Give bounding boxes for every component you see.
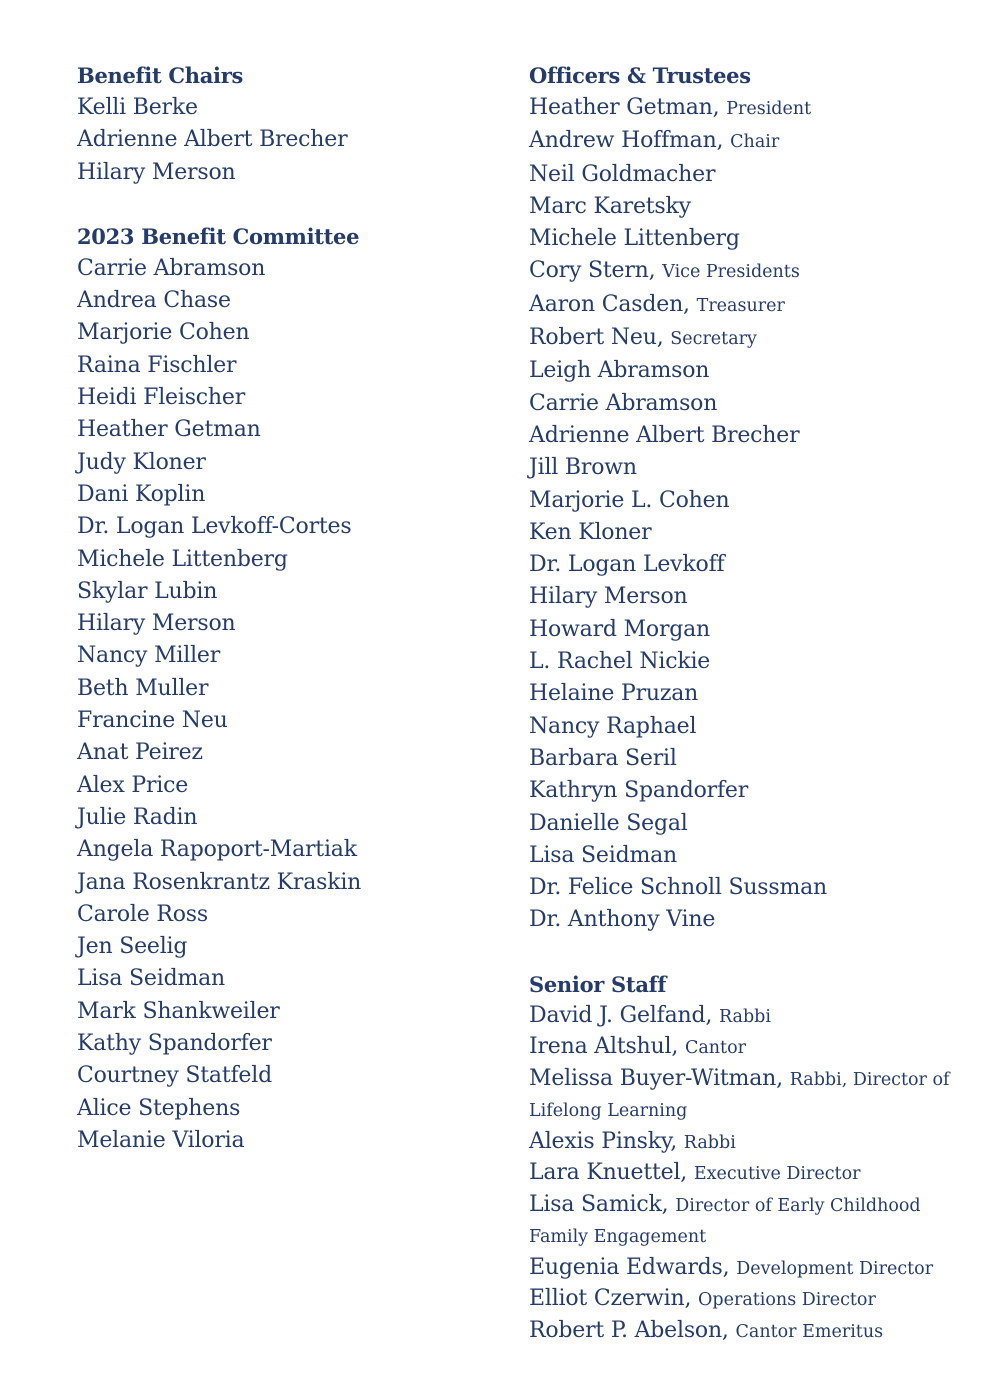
- list-item: Marjorie Cohen: [77, 320, 250, 346]
- person-name: Heather Getman,: [529, 95, 720, 120]
- officers-trustees-section: [529, 60, 969, 937]
- person-role: President: [726, 99, 812, 119]
- list-item: Michele Littenberg: [77, 546, 288, 572]
- person-name: Dr. Felice Schnoll Sussman: [529, 875, 828, 901]
- list-item: [529, 388, 969, 420]
- officers-trustees-list: [529, 92, 969, 937]
- person-name: Michele Littenberg: [529, 226, 740, 252]
- person-name: Helaine Pruzan: [529, 681, 699, 707]
- list-item: Lisa Seidman: [77, 966, 226, 992]
- list-item: [529, 1253, 969, 1285]
- person-name: Danielle Segal: [529, 810, 688, 836]
- list-item: [529, 452, 969, 484]
- left-column: [77, 60, 497, 1189]
- list-item: Nancy Miller: [77, 643, 221, 669]
- list-item: Jana Rosenkrantz Kraskin: [77, 869, 362, 895]
- benefit-committee-list: [77, 253, 497, 1157]
- list-item: Julie Radin: [77, 804, 198, 830]
- person-name: Nancy Raphael: [529, 713, 697, 739]
- list-item: [529, 289, 969, 322]
- person-role: Cantor: [684, 1038, 746, 1059]
- list-item: Dr. Logan Levkoff-Cortes: [77, 514, 352, 540]
- person-name: Robert Neu,: [529, 325, 664, 351]
- person-name: Robert P. Abelson,: [529, 1317, 729, 1343]
- person-name: Neil Goldmacher: [529, 161, 716, 187]
- list-item: Melanie Viloria: [77, 1127, 245, 1153]
- list-item: [529, 191, 969, 223]
- list-item: [529, 1190, 969, 1253]
- list-item: Angela Rapoport-Martiak: [77, 837, 357, 863]
- person-role: Secretary: [670, 329, 757, 350]
- list-item: Hilary Merson: [77, 611, 236, 637]
- list-item: [529, 420, 969, 452]
- list-item: Andrea Chase: [77, 288, 231, 314]
- list-item: [529, 1032, 969, 1064]
- list-item: [529, 581, 969, 613]
- right-column: [529, 60, 969, 1379]
- list-item: [529, 92, 969, 125]
- list-item: [529, 904, 969, 936]
- list-item: [529, 355, 969, 387]
- list-item: [529, 840, 969, 872]
- list-item: Kathy Spandorfer: [77, 1031, 272, 1057]
- person-name: Leigh Abramson: [529, 358, 710, 384]
- person-name: Jill Brown: [529, 455, 637, 481]
- person-name: Eugenia Edwards,: [529, 1254, 730, 1280]
- list-item: [529, 1127, 969, 1159]
- list-item: [529, 1158, 969, 1190]
- benefit-committee-section: [77, 221, 497, 1157]
- person-name: Lisa Seidman: [529, 842, 678, 868]
- person-name: Ken Kloner: [529, 519, 652, 545]
- list-item: [529, 1064, 969, 1127]
- list-item: Mark Shankweiler: [77, 998, 280, 1024]
- person-name: Hilary Merson: [529, 584, 688, 610]
- person-name: Barbara Seril: [529, 745, 677, 771]
- list-item: Adrienne Albert Brecher: [77, 127, 348, 153]
- person-name: L. Rachel Nickie: [529, 649, 711, 675]
- person-role: Executive Director: [693, 1164, 861, 1185]
- list-item: Carole Ross: [77, 901, 208, 927]
- list-item: Anat Peirez: [77, 740, 203, 766]
- list-item: [529, 1284, 969, 1316]
- list-item: [529, 125, 969, 158]
- person-name: Dr. Anthony Vine: [529, 907, 716, 933]
- list-item: Beth Muller: [77, 675, 209, 701]
- list-item: Francine Neu: [77, 708, 228, 734]
- list-item: Dani Koplin: [77, 481, 206, 507]
- list-item: [529, 322, 969, 355]
- list-item: [529, 711, 969, 743]
- person-name: Marjorie L. Cohen: [529, 487, 730, 513]
- person-name: Andrew Hoffman,: [529, 128, 724, 154]
- list-item: Hilary Merson: [77, 159, 236, 185]
- senior-staff-section: [529, 969, 969, 1348]
- list-item: [529, 743, 969, 775]
- list-item: Skylar Lubin: [77, 578, 218, 604]
- person-name: Melissa Buyer-Witman,: [529, 1065, 783, 1091]
- list-item: Kelli Berke: [77, 95, 198, 120]
- list-item: Carrie Abramson: [77, 255, 266, 281]
- person-name: Alexis Pinsky,: [529, 1128, 677, 1154]
- person-name: Elliot Czerwin,: [529, 1286, 692, 1312]
- person-name: Cory Stern,: [529, 258, 656, 284]
- senior-staff-list: [529, 1001, 969, 1348]
- list-item: Alex Price: [77, 772, 189, 798]
- benefit-chairs-section: [77, 60, 497, 189]
- person-name: Lara Knuettel,: [529, 1160, 688, 1186]
- person-role: Vice Presidents: [662, 262, 800, 283]
- list-item: [529, 159, 969, 191]
- person-role: Cantor Emeritus: [735, 1321, 884, 1342]
- list-item: [529, 646, 969, 678]
- person-name: Lisa Samick,: [529, 1191, 669, 1217]
- list-item: [529, 1316, 969, 1348]
- person-name: David J. Gelfand,: [529, 1002, 713, 1028]
- person-name: Dr. Logan Levkoff: [529, 552, 725, 578]
- person-name: Irena Altshul,: [529, 1034, 679, 1060]
- benefit-committee-heading: 2023 Benefit Committee: [77, 223, 360, 249]
- officers-trustees-heading: Officers & Trustees: [529, 63, 751, 88]
- person-name: Marc Karetsky: [529, 193, 691, 219]
- person-role: Development Director: [736, 1258, 934, 1279]
- list-item: Heather Getman: [77, 417, 261, 443]
- list-item: [529, 678, 969, 710]
- senior-staff-heading: Senior Staff: [529, 971, 667, 997]
- list-item: Courtney Statfeld: [77, 1063, 272, 1089]
- list-item: [529, 1001, 969, 1033]
- list-item: [529, 485, 969, 517]
- person-name: Aaron Casden,: [529, 291, 690, 317]
- person-role: Rabbi: [683, 1132, 736, 1153]
- list-item: Raina Fischler: [77, 352, 237, 378]
- person-name: Howard Morgan: [529, 616, 711, 642]
- list-item: Judy Kloner: [77, 449, 206, 475]
- person-name: Adrienne Albert Brecher: [529, 422, 800, 448]
- benefit-chairs-list: [77, 92, 497, 189]
- list-item: Alice Stephens: [77, 1095, 241, 1121]
- list-item: [529, 549, 969, 581]
- list-item: [529, 223, 969, 255]
- list-item: [529, 517, 969, 549]
- list-item: [529, 775, 969, 807]
- list-item: Jen Seelig: [77, 934, 188, 960]
- person-role: Treasurer: [696, 295, 785, 316]
- list-item: [529, 808, 969, 840]
- person-name: Kathryn Spandorfer: [529, 778, 749, 804]
- person-role: Rabbi: [718, 1006, 771, 1027]
- person-role: Operations Director: [698, 1290, 876, 1311]
- list-item: Heidi Fleischer: [77, 385, 246, 411]
- benefit-chairs-heading: Benefit Chairs: [77, 63, 244, 88]
- person-role: Rabbi, Director of Lifelong Learning: [529, 1069, 950, 1122]
- list-item: [529, 614, 969, 646]
- person-name: Carrie Abramson: [529, 390, 718, 416]
- person-role: Chair: [730, 132, 780, 153]
- list-item: [529, 255, 969, 288]
- person-role: Director of Early Childhood Family Engagement: [529, 1195, 921, 1248]
- list-item: [529, 872, 969, 904]
